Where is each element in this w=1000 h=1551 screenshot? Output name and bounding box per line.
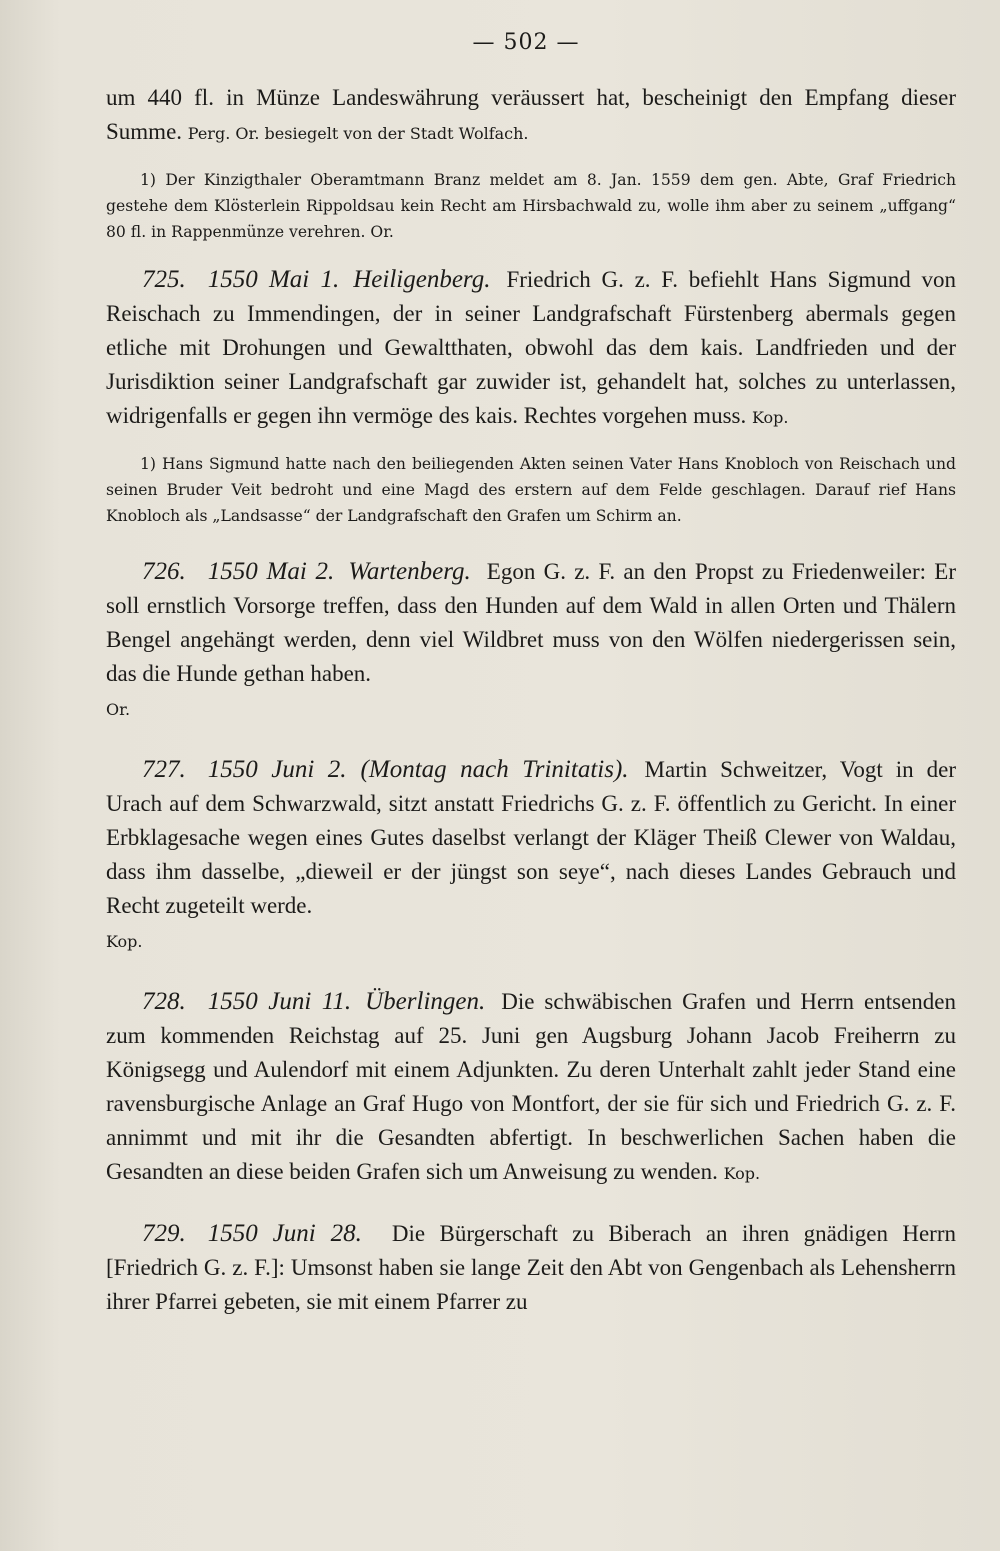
entry-place: Heiligenberg. <box>353 266 491 293</box>
entry-728 <box>106 985 956 1191</box>
entry-place: Überlingen. <box>365 988 486 1015</box>
entry-place: (Montag nach Trinitatis). <box>360 756 629 783</box>
entry-text: Egon G. z. F. an den Propst zu Friedenweiler: Er soll ernstlich Vorsorge treffen, dass den Hunden auf dem Wald in allen Orten und Thälern Bengel angehängt werden, denn viel Wildbret muss von den Wölfen niedergerissen sein, das die Hunde gethan haben. <box>106 559 956 686</box>
entry-text: Die Bürgerschaft zu Biberach an ihren gnädigen Herrn [Friedrich G. z. F.]: Umsonst haben sie lange Zeit den Abt von Gengenbach als Lehensherrn ihrer Pfarrei gebeten, sie mit einem Pfarrer zu <box>106 1221 956 1314</box>
entry-number: 727. <box>142 756 186 783</box>
entry-726 <box>106 555 956 727</box>
entry-place: Wartenberg. <box>348 558 471 585</box>
entry-date: 1550 Juni 28. <box>207 1220 362 1247</box>
entry-727 <box>106 753 956 959</box>
entry-number: 726. <box>142 558 186 585</box>
entry-date: 1550 Mai 1. <box>207 266 340 293</box>
entry-729 <box>106 1217 956 1319</box>
entry-date: 1550 Juni 11. <box>207 988 352 1015</box>
entry-728-paragraph <box>106 985 956 1191</box>
entry-729-paragraph <box>106 1217 956 1319</box>
entry-date: 1550 Mai 2. <box>207 558 335 585</box>
entry-725 <box>106 263 956 529</box>
entry-date: 1550 Juni 2. <box>207 756 347 783</box>
continuation-paragraph <box>106 81 956 151</box>
entry-text: Martin Schweitzer, Vogt in der Urach auf dem Schwarzwald, sitzt anstatt Friedrichs G. z. F. öffentlich zu Gericht. In einer Erbklagesache wegen eines Gutes daselbst verlangt der Kläger Theiß Clewer von Waldau, dass ihm dasselbe, „dieweil er der jüngst son seye“, nach dieses Landes Gebrauch und Recht zugeteilt werde. <box>106 757 957 918</box>
page-number: — 502 — <box>472 30 580 55</box>
entry-number: 725. <box>142 266 186 293</box>
entry-725-footnote: 1) Hans Sigmund hatte nach den beiliegenden Akten seinen Vater Hans Knobloch von Reischach und seinen Bruder Veit bedroht und eine Magd des erstern auf dem Felde geschlagen. Darauf rief Hans Knobloch als „Landsasse“ der Landgrafschaft den Grafen um Schirm an. <box>106 455 956 525</box>
entry-727-paragraph <box>106 753 956 959</box>
entry-725-paragraph <box>106 263 956 435</box>
entry-source: Or. <box>106 700 131 719</box>
entry-726-paragraph <box>106 555 956 727</box>
entry-source: Kop. <box>751 408 789 427</box>
entry-number: 729. <box>142 1220 186 1247</box>
entry-source: Kop. <box>106 932 143 951</box>
entry-number: 728. <box>142 988 186 1015</box>
footnote-1: 1) Der Kinzigthaler Oberamtmann Branz meldet am 8. Jan. 1559 dem gen. Abte, Graf Friedrich gestehe dem Klösterlein Rippoldsau kein Recht am Hirsbachwald zu, wolle ihm aber zu seinem „uffgang“ 80 fl. in Rappenmünze verehren. Or. <box>106 171 956 241</box>
continuation-source: Perg. Or. besiegelt von der Stadt Wolfach. <box>187 124 529 143</box>
entry-text: Friedrich G. z. F. befiehlt Hans Sigmund von Reischach zu Immendingen, der in seiner Landgrafschaft Fürstenberg abermals gegen etliche mit Drohungen und Gewaltthaten, obwohl das dem kais. Landfrieden und der Jurisdiktion seiner Landgrafschaft gar zuwider ist, gehandelt hat, solches zu unterlassen, widrigenfalls er gegen ihn vermöge des kais. Rechtes vorgehen muss. <box>106 267 956 428</box>
entry-source: Kop. <box>723 1164 761 1183</box>
entry-text: Die schwäbischen Grafen und Herrn entsenden zum kommenden Reichstag auf 25. Juni gen Augsburg Johann Jacob Freiherrn zu Königsegg und Aulendorf mit einem Adjunkten. Zu deren Unterhalt zahlt jeder Stand eine ravensburgische Anlage an Graf Hugo von Montfort, der sie für sich und Friedrich G. z. F. annimmt und mit ihr die Gesandten abfertigt. In beschwerlichen Sachen haben die Gesandten an diese beiden Grafen sich um Anweisung zu wenden. <box>106 989 956 1184</box>
continuation-text: um 440 fl. in Münze Landeswährung veräussert hat, bescheinigt den Empfang dieser Summe. <box>106 85 956 144</box>
